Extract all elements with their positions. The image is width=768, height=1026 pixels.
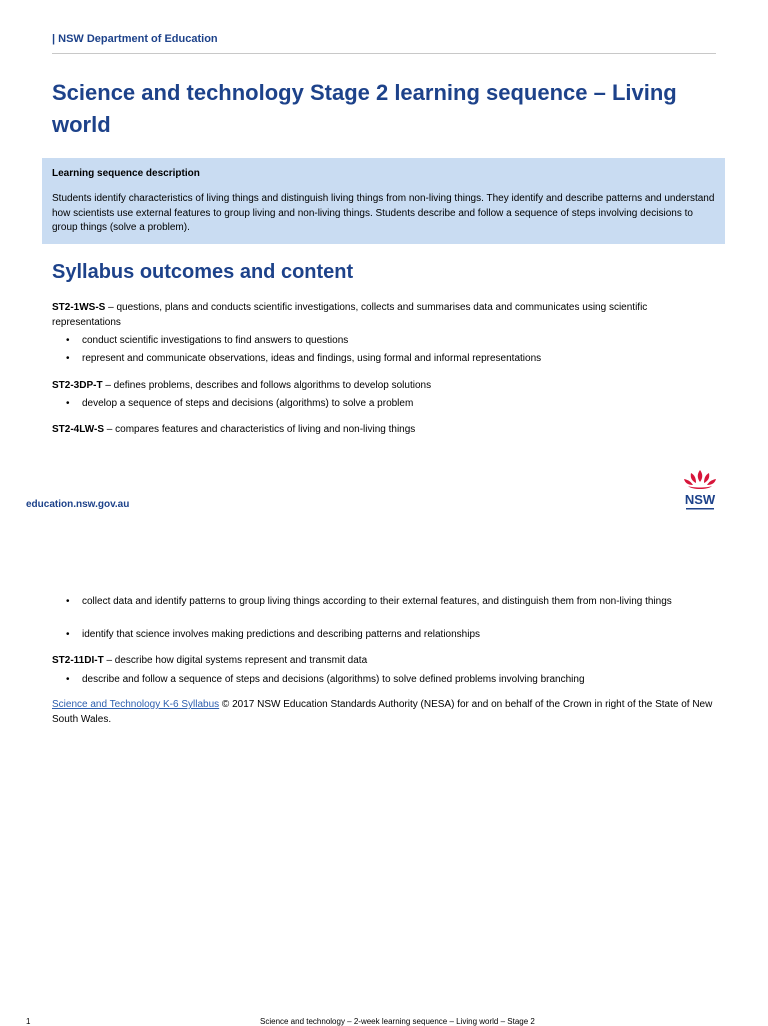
outcome-code: ST2-11DI-T	[52, 655, 104, 666]
bullet-icon: •	[66, 353, 70, 364]
bullet-icon: •	[66, 674, 70, 685]
outcome-st2-3dp-t	[52, 379, 717, 394]
list-item	[66, 352, 722, 367]
copyright-notice	[52, 698, 717, 727]
bullet-icon: •	[66, 398, 70, 409]
copyright-text: © 2017 NSW Education Standards Authority (NESA) for and on behalf of the Crown in right of the State of New South Wales.	[52, 699, 713, 725]
bullet-icon: •	[66, 596, 70, 607]
syllabus-link[interactable]: Science and Technology K-6 Syllabus	[52, 699, 220, 710]
outcome-text: – defines problems, describes and follows algorithms to develop solutions	[102, 380, 432, 391]
bullet-icon: •	[66, 335, 70, 346]
department-header: | NSW Department of Education	[52, 33, 218, 45]
outcome-text: – describe how digital systems represent and transmit data	[103, 655, 368, 666]
list-item	[66, 334, 722, 349]
description-body: Students identify characteristics of living things and distinguish living things from non-living things. They identify and describe patterns and understand how scientists use external features to group living and non-living things. Students describe and follow a sequence of steps involving decisions to group things (solve a problem).	[52, 193, 715, 233]
list-item	[66, 595, 722, 610]
bullet-text: develop a sequence of steps and decisions (algorithms) to solve a problem	[82, 398, 414, 409]
outcome-text: – questions, plans and conducts scientific investigations, collects and summarises data and communicates using scientific representations	[52, 302, 648, 328]
outcome-code: ST2-3DP-T	[52, 380, 103, 391]
bullet-text: collect data and identify patterns to group living things according to their external features, and distinguish them from non-living things	[82, 596, 672, 607]
footer-url-link[interactable]: education.nsw.gov.au	[26, 499, 130, 510]
header-rule	[52, 53, 716, 54]
outcome-st2-11di-t	[52, 654, 717, 669]
page-title: Science and technology Stage 2 learning sequence – Living world	[52, 80, 677, 137]
bullet-text: identify that science involves making predictions and describing patterns and relationships	[82, 629, 481, 640]
logo-subline	[686, 508, 714, 510]
nsw-government-logo	[678, 468, 722, 514]
description-heading: Learning sequence description	[52, 168, 200, 179]
bullet-text: represent and communicate observations, ideas and findings, using formal and informal representations	[82, 353, 542, 364]
outcome-code: ST2-1WS-S	[52, 302, 106, 313]
logo-text: NSW	[684, 492, 716, 507]
page-footer: Science and technology – 2-week learning sequence – Living world – Stage 2	[260, 1017, 535, 1026]
bullet-text: describe and follow a sequence of steps and decisions (algorithms) to solve defined problems involving branching	[82, 674, 585, 685]
list-item	[66, 673, 722, 688]
outcome-text: – compares features and characteristics of living and non-living things	[104, 424, 416, 435]
list-item	[66, 628, 722, 643]
bullet-text: conduct scientific investigations to find answers to questions	[82, 335, 349, 346]
page-number: 1	[26, 1017, 31, 1026]
list-item	[66, 397, 722, 412]
outcome-code: ST2-4LW-S	[52, 424, 105, 435]
description-box	[42, 158, 725, 244]
bullet-icon: •	[66, 629, 70, 640]
waratah-icon	[684, 470, 716, 489]
section-heading: Syllabus outcomes and content	[52, 261, 354, 283]
outcome-st2-4lw-s	[52, 423, 717, 438]
outcome-st2-1ws-s	[52, 301, 717, 330]
